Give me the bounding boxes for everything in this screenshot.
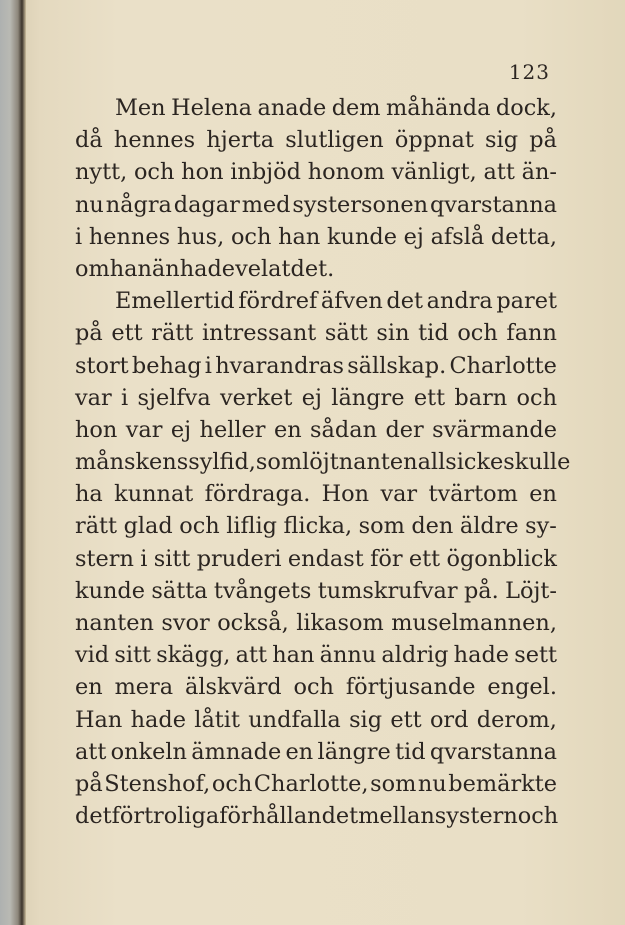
word: på (75, 770, 103, 797)
word: kunde (75, 577, 145, 604)
word: hon (75, 416, 118, 443)
word: sitt (114, 642, 152, 669)
word: heller (199, 416, 266, 443)
word: på (75, 320, 103, 347)
text-line (75, 607, 557, 639)
text-line (75, 317, 557, 349)
word: rätt (75, 513, 118, 540)
word: längre (331, 384, 405, 411)
word: också, (217, 610, 289, 636)
word: för (370, 545, 403, 572)
word: som (370, 770, 417, 797)
word: dagar (173, 191, 240, 218)
page-number: 123 (508, 60, 550, 84)
word: i (121, 384, 129, 411)
word: svärmande (432, 416, 557, 443)
word: med (241, 191, 291, 218)
word: han (109, 255, 152, 282)
text-line (75, 92, 557, 124)
word: anade (257, 95, 327, 121)
text-line (75, 671, 557, 703)
text-line (75, 382, 557, 414)
word: den (411, 513, 454, 540)
word: skulle (503, 449, 571, 476)
word: svor (161, 610, 210, 636)
word: fann (506, 320, 557, 347)
word: stern (75, 545, 134, 572)
word: och (133, 159, 175, 186)
word: inbjöd (230, 159, 301, 186)
word: än (151, 255, 180, 282)
word: vid (75, 642, 110, 669)
word: älskvärd (185, 674, 282, 701)
word: behag (131, 352, 202, 379)
word: ett (413, 384, 446, 411)
word: slutligen (285, 127, 384, 154)
word: längre (317, 738, 391, 765)
word: hade (130, 706, 186, 733)
word: i (140, 545, 148, 572)
word: ej (170, 416, 192, 443)
word: sällskap. (347, 352, 447, 379)
word: var (125, 416, 163, 443)
word: onkeln (110, 738, 187, 765)
text-line (75, 446, 571, 478)
word: förhållandet (219, 803, 359, 830)
word: Helena (171, 95, 253, 121)
word: han (272, 642, 315, 669)
word: hade (179, 255, 236, 282)
word: ha (75, 481, 103, 508)
text-line (75, 350, 557, 382)
word: paret (496, 288, 557, 315)
word: äfven (320, 288, 383, 315)
word: och (293, 674, 334, 701)
body-text (75, 92, 571, 832)
word: Charlotte (449, 352, 557, 379)
word: hon (181, 159, 224, 186)
word: och (230, 223, 272, 250)
word: att (75, 738, 107, 765)
word: Stenshof, (104, 770, 211, 797)
text-line (75, 189, 557, 221)
word: och (457, 320, 498, 347)
word: Löjt- (505, 577, 557, 604)
word: sig (485, 127, 519, 154)
word: det (75, 803, 112, 830)
word: sjelfva (137, 384, 211, 411)
word: qvarstanna (429, 738, 557, 765)
word: systersonen (292, 191, 429, 218)
word: Han (75, 706, 123, 733)
word: det. (290, 255, 335, 282)
word: i (75, 223, 83, 250)
word: bemärkte (448, 770, 557, 797)
text-line (75, 156, 557, 188)
word: honom (307, 159, 385, 186)
word: fördref (238, 288, 318, 315)
word: ej (403, 223, 424, 250)
word: en (75, 674, 103, 701)
word: ett (111, 320, 143, 347)
text-line (75, 768, 557, 800)
word: på (529, 127, 557, 154)
word: intressant (201, 320, 317, 347)
word: alls (417, 449, 457, 476)
word: några (105, 191, 172, 218)
word: skägg, (156, 642, 231, 669)
word: ämnade (191, 738, 282, 765)
text-line (75, 414, 557, 446)
word: måhända (385, 95, 491, 121)
word: verket (220, 384, 293, 411)
word: Men (115, 95, 166, 121)
word: nu (417, 770, 447, 797)
word: i (204, 352, 212, 379)
word: aldrig (381, 642, 449, 669)
word: en (529, 481, 557, 508)
word: att (235, 642, 267, 669)
word: mera (114, 674, 174, 701)
word: om (75, 255, 110, 282)
word: tvärtom (428, 481, 518, 508)
word: låtit (194, 706, 240, 733)
word: förtroliga (111, 803, 220, 830)
word: nu (75, 191, 104, 218)
word: då (75, 127, 103, 154)
word: och (517, 803, 559, 830)
word: hvarandras (215, 352, 344, 379)
word: kunnat (114, 481, 194, 508)
word: nanten (75, 610, 154, 636)
word: och (179, 513, 220, 540)
text-line (75, 124, 557, 156)
word: stort (75, 352, 129, 379)
word: ögonblick (446, 545, 557, 572)
text-line (75, 253, 557, 285)
word: hjerta (206, 127, 275, 154)
word: som (358, 513, 405, 540)
word: förtjusande (345, 674, 476, 701)
word: glad (123, 513, 173, 540)
word: var (75, 384, 112, 411)
word: han (278, 223, 321, 250)
word: att (483, 159, 515, 186)
text-line (75, 510, 557, 542)
word: tvångets (213, 577, 312, 604)
word: likasom (296, 610, 384, 636)
word: derom, (476, 706, 557, 733)
word: tid (395, 738, 426, 765)
word: ej (301, 384, 322, 411)
word: sin (376, 320, 410, 347)
word: rätt (151, 320, 194, 347)
word: kunde (326, 223, 397, 250)
word: en (285, 738, 314, 765)
word: dock, (495, 95, 557, 121)
word: pruderi (196, 545, 282, 572)
word: det (386, 288, 423, 315)
word: endast (287, 545, 364, 572)
word: hade (453, 642, 510, 669)
text-line (75, 704, 557, 736)
word: der (385, 416, 424, 443)
word: systern (434, 803, 518, 830)
text-line (75, 736, 557, 768)
word: mellan (358, 803, 435, 830)
word: sådan (310, 416, 377, 443)
word: vänligt, (391, 159, 477, 186)
word: löjtnanten (302, 449, 418, 476)
word: som (255, 449, 303, 476)
word: engel. (487, 674, 557, 701)
word: andra (426, 288, 493, 315)
word: på. (463, 577, 499, 604)
word: sätt (324, 320, 368, 347)
word: månskenssylfid, (75, 449, 256, 476)
word: muselmannen, (391, 610, 557, 636)
word: Hon (321, 481, 370, 508)
word: flicka, (283, 513, 353, 540)
word: ord (429, 706, 469, 733)
word: fördraga. (204, 481, 311, 508)
word: Emellertid (115, 288, 235, 315)
word: detta, (490, 223, 557, 250)
word: sätta (151, 577, 208, 604)
book-spine-edge (0, 0, 26, 925)
word: sy- (525, 513, 557, 540)
text-line (75, 639, 557, 671)
text-line (75, 543, 557, 575)
word: ännu (319, 642, 377, 669)
word: liflig (226, 513, 277, 540)
word: sitt (153, 545, 191, 572)
word: och (211, 770, 253, 797)
word: undfalla (248, 706, 341, 733)
word: ett (408, 545, 441, 572)
word: äldre (459, 513, 519, 540)
word: och (516, 384, 557, 411)
word: en (273, 416, 302, 443)
word: hennes (113, 127, 196, 154)
word: afslå (430, 223, 485, 250)
word: icke (456, 449, 504, 476)
text-line (75, 478, 557, 510)
word: hennes (88, 223, 171, 250)
word: Charlotte, (253, 770, 369, 797)
word: tid (418, 320, 449, 347)
word: dem (331, 95, 381, 121)
word: nytt, (75, 159, 128, 186)
word: barn (454, 384, 508, 411)
word: sig (349, 706, 383, 733)
word: öppnat (394, 127, 474, 154)
text-line (75, 575, 557, 607)
text-line (75, 221, 557, 253)
word: ett (390, 706, 422, 733)
word: qvarstanna (429, 191, 557, 218)
word: hus, (176, 223, 225, 250)
word: var (380, 481, 418, 508)
word: sett (514, 642, 557, 669)
word: velat (235, 255, 291, 282)
word: tumskrufvar (317, 577, 458, 604)
text-line (75, 285, 557, 317)
text-line (75, 800, 557, 832)
word: än- (521, 159, 557, 186)
